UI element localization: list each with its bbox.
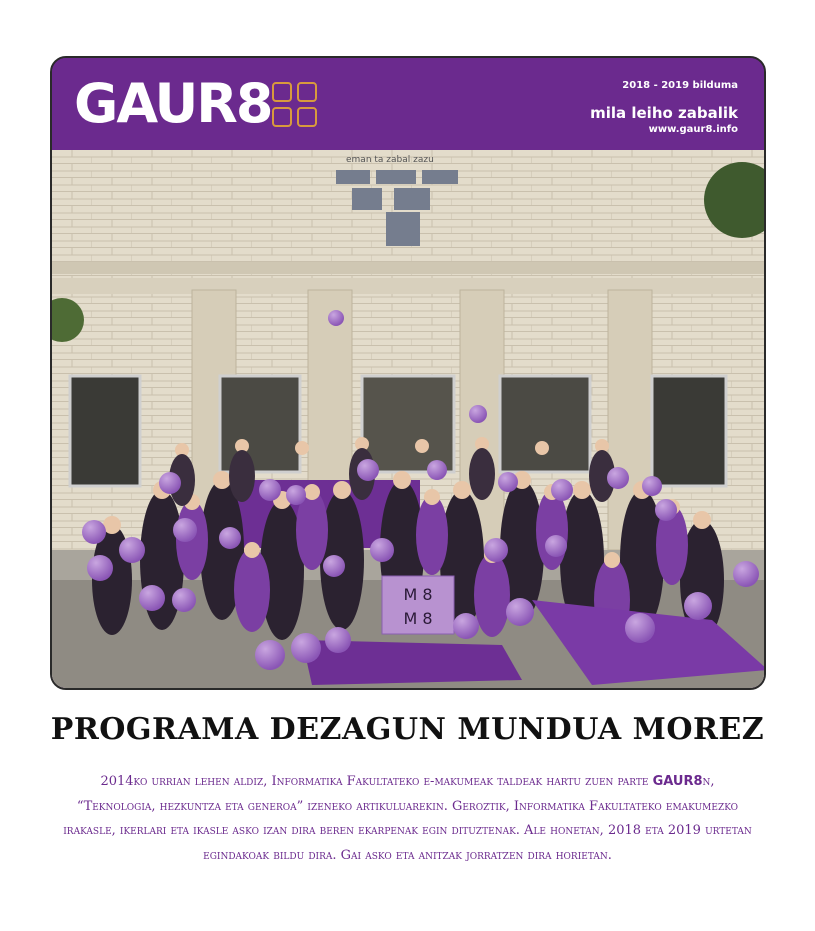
building-inscription: eman ta zabal zazu [346,155,434,165]
logo: GAUR8 [74,72,272,135]
intro-text-part1: 2014ko urrian lehen aldiz, Informatika Fakultateko e-makumeak taldeak hartu zuen parte [100,774,653,789]
edition-label: 2018 - 2019 bilduma [622,80,738,91]
website-url: www.gaur8.info [648,124,738,135]
cover-card [50,56,766,690]
intro-brand: GAUR8 [652,774,703,789]
intro-paragraph [60,770,755,868]
sign-line-1: M 8 [403,585,433,604]
group-photo [52,150,764,690]
tagline: mila leiho zabalik [590,104,738,122]
sign-line-2: M 8 [403,609,433,628]
headline: PROGRAMA DEZAGUN MUNDUA MOREZ [50,712,765,747]
logo-squares-icon [272,82,322,132]
masthead [52,58,764,150]
intro-text-part2: n, “Teknologia, hezkuntza eta generoa” izeneko artikuluarekin. Geroztik, Informatika Fakultateko emakumezko irakasle, ikerlari eta ikasle asko izan dira beren ekarpenak egin dituztenak. Ale honetan, 2018 eta 2019 urtetan egindakoak bildu dira. Gai asko eta anitzak jorratzen dira horietan. [63,774,752,863]
